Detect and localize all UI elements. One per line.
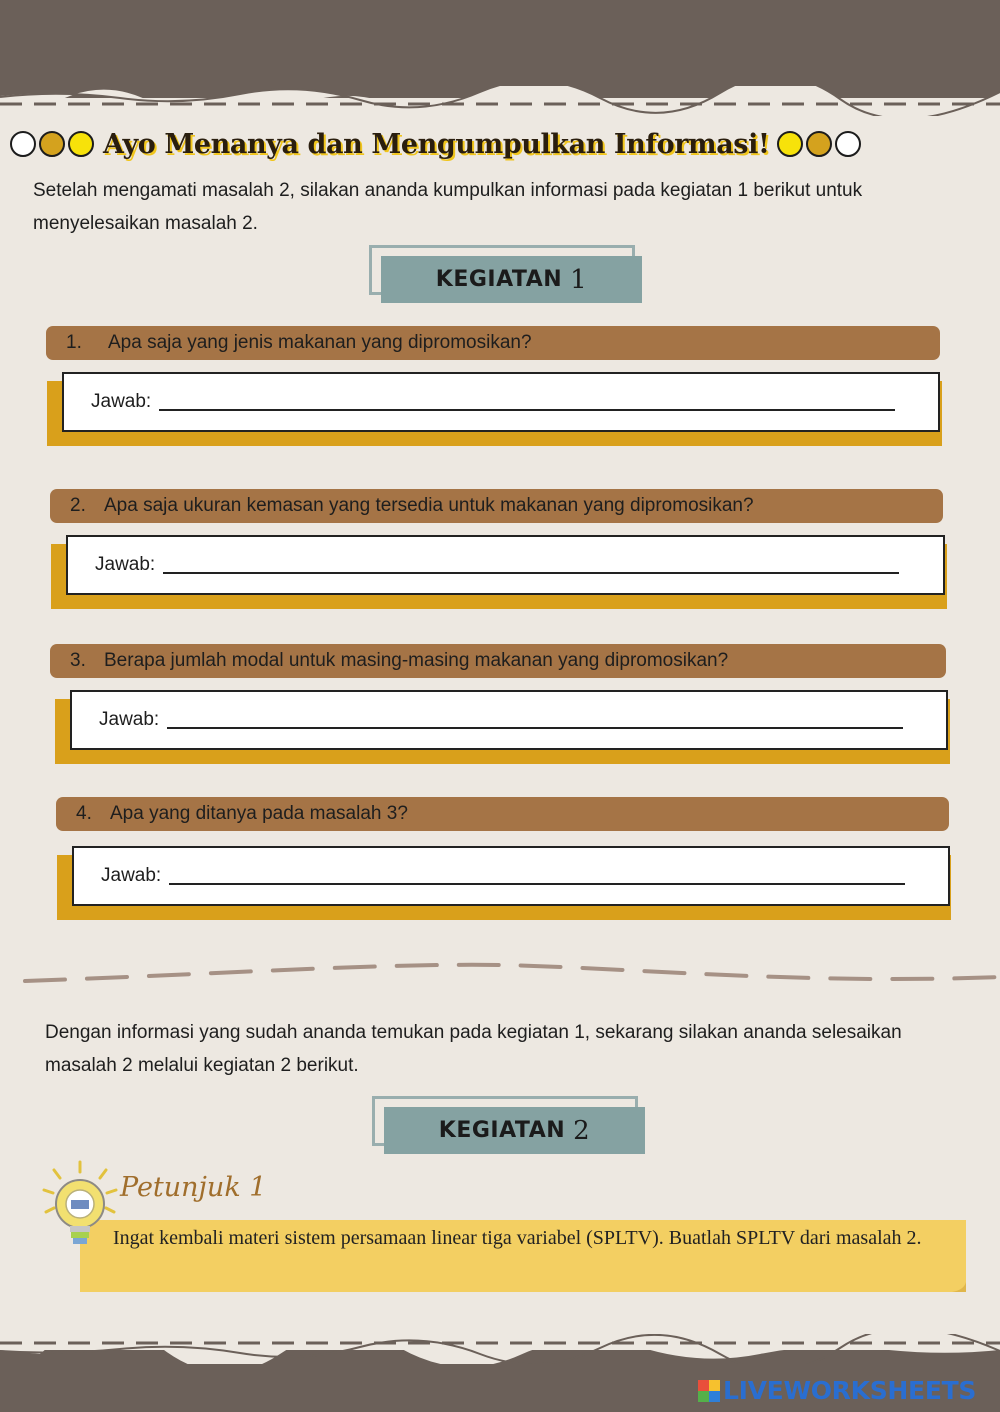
kegiatan-number: 2 [573,1115,591,1146]
petunjuk-text: Ingat kembali materi sistem persamaan linear tiga variabel (SPLTV). Buatlah SPLTV dari masalah 2. [113,1227,922,1249]
question-number: 3. [70,650,86,671]
torn-edge-top [0,86,1000,116]
question-1 [46,326,940,360]
page-title: Ayo Menanya dan Mengumpulkan Informasi! [103,128,770,160]
question-text: Apa yang ditanya pada masalah 3? [110,803,408,824]
question-number: 4. [76,803,92,824]
question-text: Apa saja yang jenis makanan yang dipromosikan? [108,332,532,353]
page-curl-icon [950,1274,970,1296]
kegiatan-1-label [381,256,642,303]
kegiatan-number: 1 [570,264,588,295]
kegiatan-2-label [384,1107,645,1154]
question-3 [50,644,946,678]
torn-edge-bottom [0,1334,1000,1364]
answer-box-4[interactable] [72,846,950,906]
question-text: Apa saja ukuran kemasan yang tersedia untuk makanan yang dipromosikan? [104,495,754,516]
kegiatan-label-text: KEGIATAN [438,1118,566,1143]
question-number: 1. [66,332,82,353]
logo-text: LIVEWORKSHEETS [723,1376,977,1405]
circle-icon [806,131,832,157]
answer-label: Jawab: [99,709,160,730]
petunjuk-title: Petunjuk 1 [120,1172,267,1203]
circle-icon [835,131,861,157]
answer-line[interactable] [167,727,903,729]
question-text: Berapa jumlah modal untuk masing-masing makanan yang dipromosikan? [104,650,729,671]
question-4 [56,797,949,831]
question-number: 2. [70,495,86,516]
intro-text: Setelah mengamati masalah 2, silakan ananda kumpulkan informasi pada kegiatan 1 berikut untuk menyelesaikan masalah 2. [33,180,863,234]
answer-line[interactable] [169,883,905,885]
answer-box-1[interactable] [62,372,940,432]
circle-icon [777,131,803,157]
answer-box-3[interactable] [70,690,948,750]
answer-label: Jawab: [91,391,152,412]
answer-box-2[interactable] [66,535,945,595]
circle-icon [68,131,94,157]
answer-line[interactable] [159,409,895,411]
answer-label: Jawab: [101,865,162,886]
question-2 [50,489,943,523]
top-band [0,0,1000,98]
dashed-divider [0,955,1000,995]
transition-text: Dengan informasi yang sudah ananda temukan pada kegiatan 1, sekarang silakan ananda selesaikan masalah 2 melalui kegiatan 2 berikut. [45,1022,902,1076]
circle-icon [10,131,36,157]
petunjuk-box [80,1220,966,1292]
liveworksheets-logo[interactable] [698,1376,976,1405]
answer-line[interactable] [163,572,899,574]
lightbulb-icon [40,1160,120,1252]
title-row [10,124,890,164]
logo-mark-icon [698,1380,720,1402]
circle-icon [39,131,65,157]
answer-label: Jawab: [95,554,156,575]
kegiatan-label-text: KEGIATAN [435,267,563,292]
